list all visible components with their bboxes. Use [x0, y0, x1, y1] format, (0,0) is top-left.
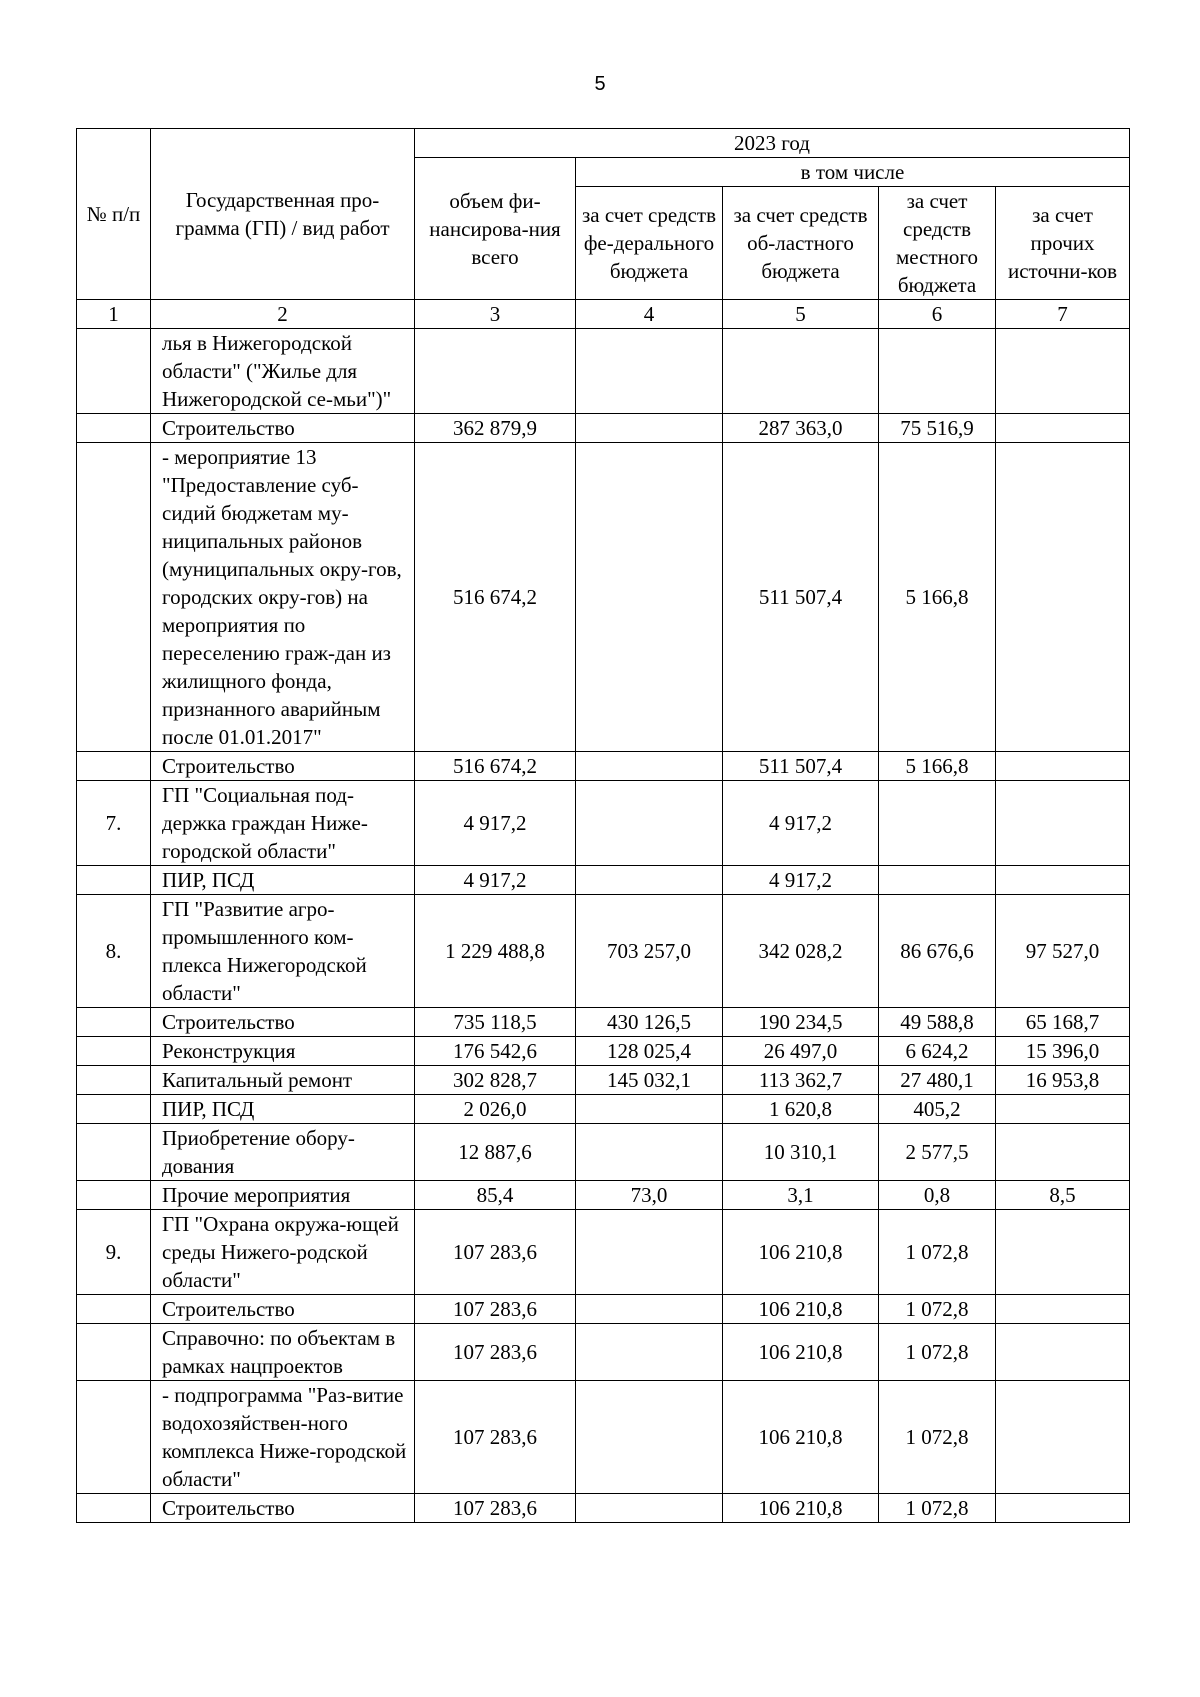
total-value: 85,4 [415, 1181, 576, 1210]
row-name: Приобретение обору-дования [151, 1124, 415, 1181]
local-value: 1 072,8 [879, 1381, 996, 1494]
row-number: 8. [77, 895, 151, 1008]
row-name: Реконструкция [151, 1037, 415, 1066]
table-row [77, 1008, 1130, 1037]
total-value: 107 283,6 [415, 1324, 576, 1381]
federal-value [576, 781, 723, 866]
col-index: 7 [996, 300, 1130, 329]
local-value [879, 866, 996, 895]
table-row [77, 329, 1130, 414]
other-value [996, 781, 1130, 866]
total-value: 107 283,6 [415, 1494, 576, 1523]
regional-value: 113 362,7 [723, 1066, 879, 1095]
header-year: 2023 год [415, 129, 1130, 158]
header-regional: за счет средств об-ластного бюджета [723, 187, 879, 300]
federal-value [576, 866, 723, 895]
table-row [77, 781, 1130, 866]
total-value: 362 879,9 [415, 414, 576, 443]
other-value [996, 414, 1130, 443]
row-name: Капитальный ремонт [151, 1066, 415, 1095]
federal-value [576, 1295, 723, 1324]
regional-value: 342 028,2 [723, 895, 879, 1008]
regional-value: 4 917,2 [723, 866, 879, 895]
row-number [77, 1124, 151, 1181]
other-value [996, 1124, 1130, 1181]
table-row [77, 1324, 1130, 1381]
row-number [77, 1324, 151, 1381]
table-row [77, 1210, 1130, 1295]
col-index: 2 [151, 300, 415, 329]
header-total: объем фи-нансирова-ния всего [415, 158, 576, 300]
row-number [77, 1095, 151, 1124]
col-index: 6 [879, 300, 996, 329]
row-number [77, 1181, 151, 1210]
total-value: 176 542,6 [415, 1037, 576, 1066]
row-name: Строительство [151, 1295, 415, 1324]
regional-value: 106 210,8 [723, 1210, 879, 1295]
page-number: 5 [594, 73, 606, 95]
col-index: 5 [723, 300, 879, 329]
header-including: в том числе [576, 158, 1130, 187]
local-value [879, 329, 996, 414]
federal-value [576, 1381, 723, 1494]
row-number [77, 329, 151, 414]
local-value: 5 166,8 [879, 443, 996, 752]
federal-value [576, 329, 723, 414]
header-federal: за счет средств фе-дерального бюджета [576, 187, 723, 300]
local-value: 1 072,8 [879, 1210, 996, 1295]
federal-value [576, 1324, 723, 1381]
local-value: 405,2 [879, 1095, 996, 1124]
other-value [996, 1295, 1130, 1324]
table-row [77, 1381, 1130, 1494]
federal-value: 430 126,5 [576, 1008, 723, 1037]
table-row [77, 1181, 1130, 1210]
other-value [996, 866, 1130, 895]
regional-value: 3,1 [723, 1181, 879, 1210]
row-number [77, 1381, 151, 1494]
table-body [77, 329, 1130, 1523]
table-row [77, 866, 1130, 895]
regional-value: 4 917,2 [723, 781, 879, 866]
total-value: 2 026,0 [415, 1095, 576, 1124]
row-number [77, 1295, 151, 1324]
col-index: 4 [576, 300, 723, 329]
regional-value: 106 210,8 [723, 1381, 879, 1494]
other-value [996, 329, 1130, 414]
row-name: Прочие мероприятия [151, 1181, 415, 1210]
other-value [996, 1095, 1130, 1124]
local-value [879, 781, 996, 866]
regional-value: 1 620,8 [723, 1095, 879, 1124]
federal-value: 703 257,0 [576, 895, 723, 1008]
other-value [996, 752, 1130, 781]
row-number [77, 414, 151, 443]
row-number [77, 1066, 151, 1095]
regional-value: 190 234,5 [723, 1008, 879, 1037]
row-number [77, 752, 151, 781]
header-local: за счет средств местного бюджета [879, 187, 996, 300]
other-value [996, 1494, 1130, 1523]
row-name: - мероприятие 13 "Предоставление суб-сидий бюджетам му-ниципальных районов (муниципальных окру-гов, городских окру-гов) на мероприятия по переселению граж-дан из жилищного фонда, признанного аварийным после 01.01.2017" [151, 443, 415, 752]
other-value: 15 396,0 [996, 1037, 1130, 1066]
regional-value: 26 497,0 [723, 1037, 879, 1066]
federal-value: 128 025,4 [576, 1037, 723, 1066]
total-value: 1 229 488,8 [415, 895, 576, 1008]
regional-value [723, 329, 879, 414]
local-value: 6 624,2 [879, 1037, 996, 1066]
total-value: 107 283,6 [415, 1295, 576, 1324]
other-value: 16 953,8 [996, 1066, 1130, 1095]
row-number [77, 1008, 151, 1037]
row-name: Строительство [151, 1008, 415, 1037]
col-index: 1 [77, 300, 151, 329]
local-value: 27 480,1 [879, 1066, 996, 1095]
other-value [996, 1210, 1130, 1295]
table-row [77, 1037, 1130, 1066]
row-number: 9. [77, 1210, 151, 1295]
other-value: 97 527,0 [996, 895, 1130, 1008]
row-name: - подпрограмма "Раз-витие водохозяйствен-ного комплекса Ниже-городской области" [151, 1381, 415, 1494]
total-value: 4 917,2 [415, 866, 576, 895]
table-row [77, 1124, 1130, 1181]
federal-value: 145 032,1 [576, 1066, 723, 1095]
header-num: № п/п [77, 129, 151, 300]
total-value: 516 674,2 [415, 443, 576, 752]
row-name: лья в Нижегородской области" ("Жилье для Нижегородской се-мьи")" [151, 329, 415, 414]
table-row [77, 1295, 1130, 1324]
row-name: ПИР, ПСД [151, 1095, 415, 1124]
budget-table [76, 128, 1130, 1523]
regional-value: 106 210,8 [723, 1324, 879, 1381]
local-value: 2 577,5 [879, 1124, 996, 1181]
federal-value [576, 1124, 723, 1181]
row-name: ГП "Развитие агро-промышленного ком-плекса Нижегородской области" [151, 895, 415, 1008]
other-value [996, 1324, 1130, 1381]
federal-value [576, 1210, 723, 1295]
local-value: 5 166,8 [879, 752, 996, 781]
regional-value: 287 363,0 [723, 414, 879, 443]
table-row [77, 1066, 1130, 1095]
local-value: 1 072,8 [879, 1324, 996, 1381]
table-row [77, 414, 1130, 443]
local-value: 1 072,8 [879, 1494, 996, 1523]
row-name: ГП "Охрана окружа-ющей среды Нижего-родской области" [151, 1210, 415, 1295]
other-value [996, 1381, 1130, 1494]
row-number [77, 1037, 151, 1066]
row-number [77, 1494, 151, 1523]
regional-value: 511 507,4 [723, 443, 879, 752]
federal-value [576, 1095, 723, 1124]
table-row [77, 1494, 1130, 1523]
row-number: 7. [77, 781, 151, 866]
total-value: 107 283,6 [415, 1381, 576, 1494]
row-name: Справочно: по объектам в рамках нацпроектов [151, 1324, 415, 1381]
table-row [77, 895, 1130, 1008]
total-value: 302 828,7 [415, 1066, 576, 1095]
total-value: 12 887,6 [415, 1124, 576, 1181]
row-name: ПИР, ПСД [151, 866, 415, 895]
federal-value: 73,0 [576, 1181, 723, 1210]
table-row [77, 752, 1130, 781]
federal-value [576, 752, 723, 781]
total-value [415, 329, 576, 414]
total-value: 735 118,5 [415, 1008, 576, 1037]
row-number [77, 443, 151, 752]
local-value: 1 072,8 [879, 1295, 996, 1324]
regional-value: 106 210,8 [723, 1295, 879, 1324]
local-value: 0,8 [879, 1181, 996, 1210]
other-value [996, 443, 1130, 752]
local-value: 75 516,9 [879, 414, 996, 443]
other-value: 8,5 [996, 1181, 1130, 1210]
row-name: ГП "Социальная под-держка граждан Ниже-городской области" [151, 781, 415, 866]
federal-value [576, 443, 723, 752]
federal-value [576, 1494, 723, 1523]
total-value: 4 917,2 [415, 781, 576, 866]
local-value: 49 588,8 [879, 1008, 996, 1037]
row-name: Строительство [151, 414, 415, 443]
header-other: за счет прочих источни-ков [996, 187, 1130, 300]
other-value: 65 168,7 [996, 1008, 1130, 1037]
row-name: Строительство [151, 752, 415, 781]
table-header [77, 129, 1130, 329]
row-name: Строительство [151, 1494, 415, 1523]
regional-value: 10 310,1 [723, 1124, 879, 1181]
local-value: 86 676,6 [879, 895, 996, 1008]
table-row [77, 1095, 1130, 1124]
col-index: 3 [415, 300, 576, 329]
federal-value [576, 414, 723, 443]
table-row [77, 443, 1130, 752]
header-program: Государственная про-грамма (ГП) / вид работ [151, 129, 415, 300]
row-number [77, 866, 151, 895]
regional-value: 106 210,8 [723, 1494, 879, 1523]
total-value: 516 674,2 [415, 752, 576, 781]
total-value: 107 283,6 [415, 1210, 576, 1295]
regional-value: 511 507,4 [723, 752, 879, 781]
